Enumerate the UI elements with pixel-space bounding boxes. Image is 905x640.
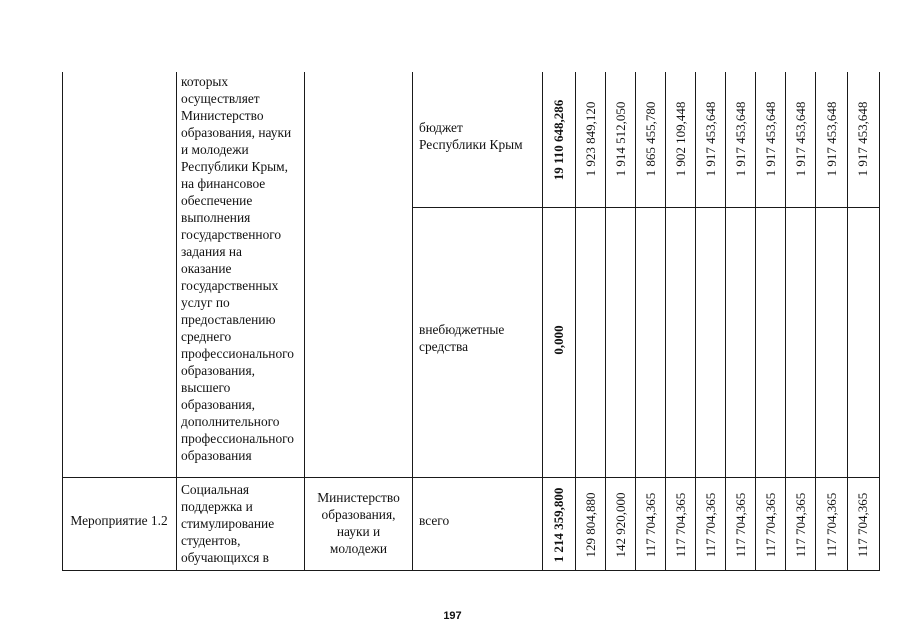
measure-funding-source: всего (419, 513, 450, 528)
page-number: 197 (443, 610, 462, 622)
col-border-6 (605, 72, 606, 571)
funding-source-extrabudgetary: внебюджетные средства (419, 322, 505, 354)
table-bottom-border (62, 570, 880, 571)
budget-year-4: 1 902 109,448 (673, 101, 688, 177)
measure-year-7: 117 704,365 (763, 492, 778, 558)
measure-year-6: 117 704,365 (733, 492, 748, 558)
budget-year-10: 1 917 453,648 (855, 101, 870, 177)
funding-source-budget: бюджет Республики Крым (419, 120, 523, 152)
col-border-11 (755, 72, 756, 571)
col-border-8 (665, 72, 666, 571)
col-border-1 (176, 72, 177, 571)
extrabudgetary-total: 0,000 (551, 325, 566, 355)
col-border-14 (847, 72, 848, 571)
col-border-3 (412, 72, 413, 571)
col-border-13 (815, 72, 816, 571)
col-border-10 (725, 72, 726, 571)
budget-year-3: 1 865 455,780 (643, 101, 658, 177)
budget-year-1: 1 923 849,120 (583, 101, 598, 177)
budget-year-2: 1 914 512,050 (613, 101, 628, 177)
budget-year-9: 1 917 453,648 (824, 101, 839, 177)
measure-year-10: 117 704,365 (855, 492, 870, 558)
col-border-0 (62, 72, 63, 571)
measure-executor: Министерство образования, науки и молодежи (317, 490, 400, 556)
measure-label: Мероприятие 1.2 (70, 513, 168, 528)
col-border-4 (542, 72, 543, 571)
row-divider-measure (62, 477, 880, 478)
row-divider-budget (412, 207, 880, 208)
col-border-5 (575, 72, 576, 571)
budget-year-5: 1 917 453,648 (703, 101, 718, 177)
col-border-9 (695, 72, 696, 571)
measure-description-continued: которых осуществляет Министерство образования, науки и молодежи Республики Крым, на финансовое обеспечение выполнения государственного задания на оказание государственных услуг по предоставлению среднего профессионального образования, высшего образования, дополнительного профессионального образования (181, 74, 294, 463)
col-border-7 (635, 72, 636, 571)
budget-year-6: 1 917 453,648 (733, 101, 748, 177)
measure-year-8: 117 704,365 (793, 492, 808, 558)
col-border-12 (785, 72, 786, 571)
measure-total: 1 214 359,800 (551, 487, 566, 563)
measure-year-1: 129 804,880 (583, 492, 598, 558)
measure-year-3: 117 704,365 (643, 492, 658, 558)
budget-year-8: 1 917 453,648 (793, 101, 808, 177)
measure-description: Социальная поддержка и стимулирование студентов, обучающихся в (181, 482, 275, 565)
budget-total: 19 110 648,286 (551, 99, 566, 181)
measure-year-5: 117 704,365 (703, 492, 718, 558)
budget-year-7: 1 917 453,648 (763, 101, 778, 177)
measure-year-4: 117 704,365 (673, 492, 688, 558)
col-border-15 (879, 72, 880, 571)
measure-year-9: 117 704,365 (824, 492, 839, 558)
measure-year-2: 142 920,000 (613, 492, 628, 558)
